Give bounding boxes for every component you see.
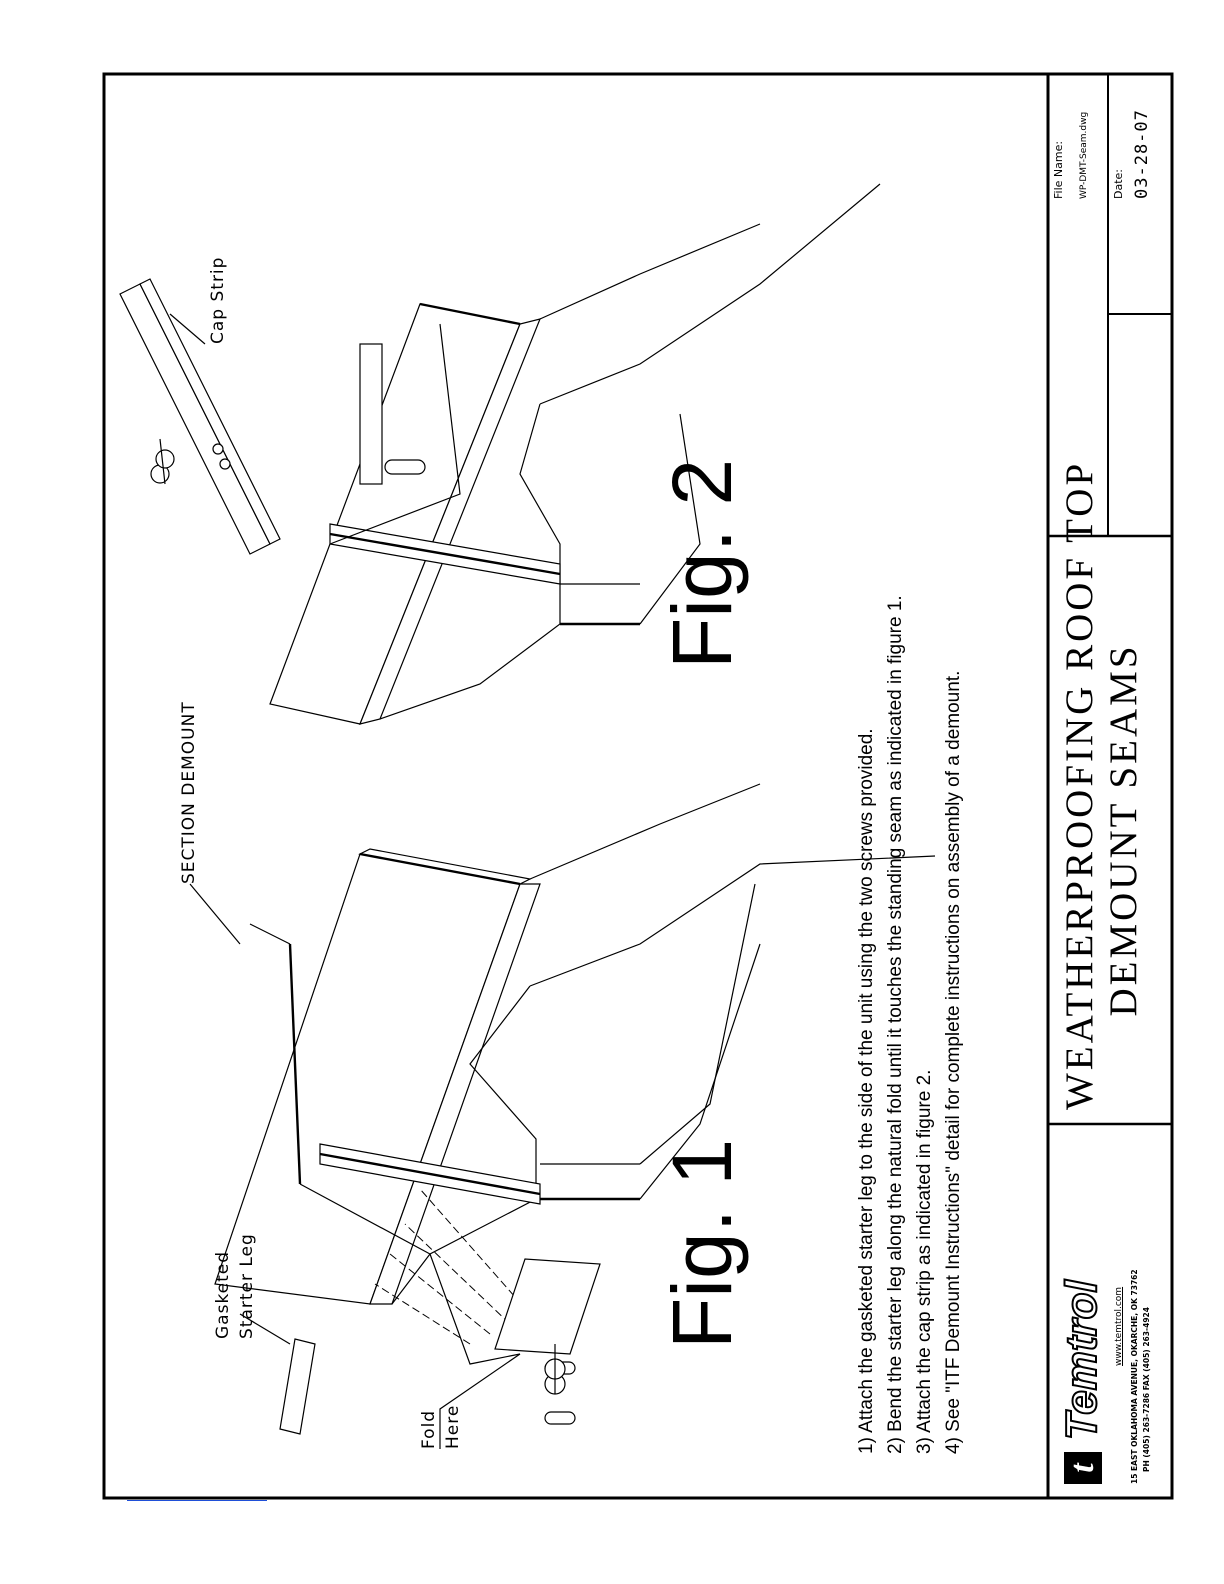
file-name-value: WP-DMT-Seam.dwg [1079, 111, 1089, 199]
company-website: www.temtrol.com [1114, 1286, 1124, 1366]
fig2-caption: Fig. 2 [655, 458, 749, 669]
fig2-unit-drawing [120, 184, 880, 724]
date-value: 03-28-07 [1132, 109, 1152, 199]
date-label: Date: [1112, 169, 1125, 199]
callout-section-demount: SECTION DEMOUNT [179, 701, 199, 884]
drawing-title [1058, 460, 1146, 1110]
title-line-2: DEMOUNT SEAMS [1102, 643, 1145, 1017]
instruction-4: 4) See "ITF Demount Instructions" detail for complete instructions on assembly of a demount. [943, 670, 964, 1454]
temtrol-logo: t [1064, 1452, 1102, 1484]
company-phone: PH (405) 263-7286 FAX (405) 263-4924 [1142, 1307, 1151, 1472]
company-address: 15 EAST OKLAHOMA AVENUE, OKARCHE, OK 73762 [1130, 1269, 1139, 1484]
title-line-1: WEATHERPROOFING ROOF TOP [1058, 460, 1101, 1110]
callout-fold: Fold [419, 1409, 439, 1449]
file-name-label: File Name: [1052, 140, 1065, 199]
instructions-list [852, 595, 968, 1454]
instruction-1: 1) Attach the gasketed starter leg to the side of the unit using the two screws provided. [856, 728, 877, 1454]
instruction-2: 2) Bend the starter leg along the natural fold until it touches the standing seam as indicated in figure 1. [885, 595, 906, 1454]
instruction-3: 3) Attach the cap strip as indicated in figure 2. [914, 1069, 935, 1454]
callout-starter-leg: Starter Leg [237, 1233, 257, 1339]
fig1-caption: Fig. 1 [655, 1138, 749, 1349]
callout-gasketed: Gasketed [213, 1250, 233, 1339]
fig1-unit-drawing [215, 784, 935, 1434]
leader-section [190, 884, 240, 944]
brand-name: Temtrol [1057, 1280, 1106, 1440]
callout-cap-strip: Cap Strip [208, 256, 228, 344]
callout-here: Here [443, 1404, 463, 1449]
